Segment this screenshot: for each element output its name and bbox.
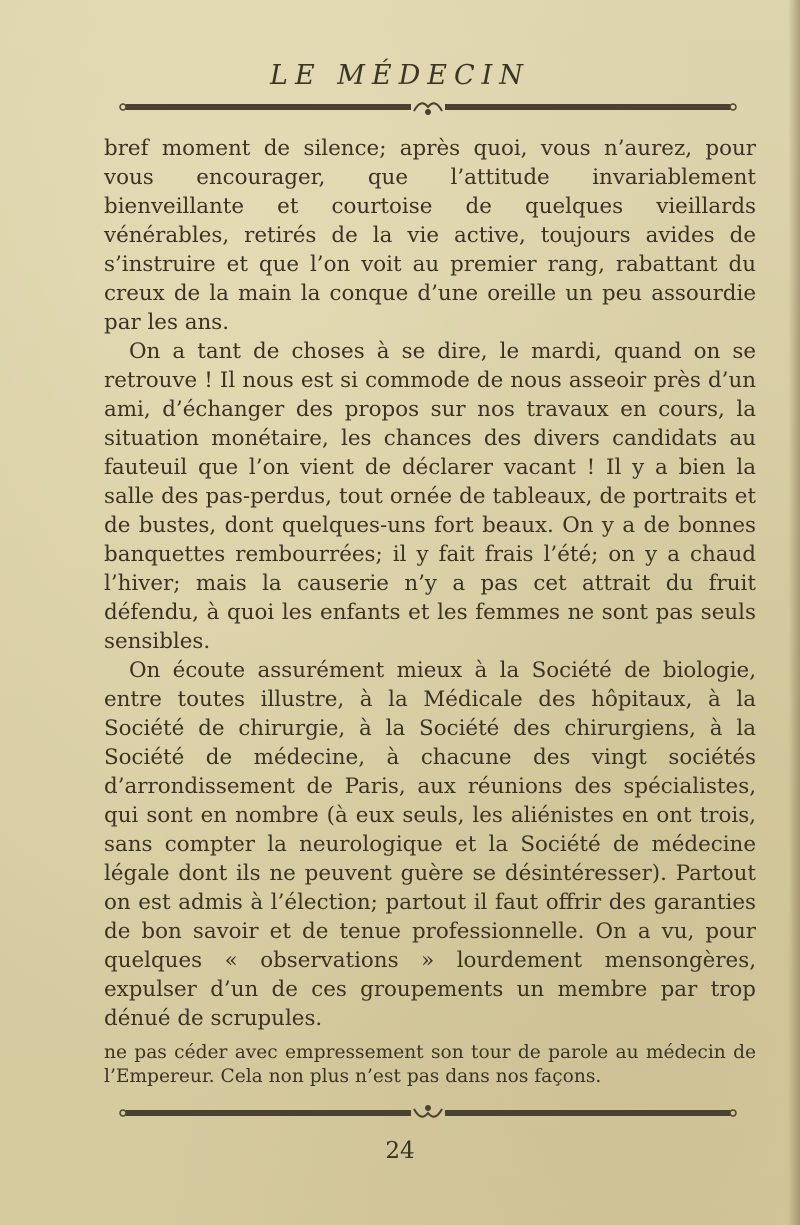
header-ornament-rule xyxy=(118,98,738,118)
paragraph-3: On écoute assurément mieux à la Société de biologie, entre toutes illustre, à la Médicale des hôpitaux, à la Société de chirurgie, à la Société des chirurgiens, à la Société de médecine, à chacune des vingt sociétés d’arrondissement de Paris, aux réunions des spécialistes, qui sont en nombre (à eux seuls, les aliénistes en ont trois, sans compter la neurologique et la Société de médecine légale dont ils ne peuvent guère se désintéresser). Partout on est admis à l’élection; partout il faut offrir des garanties de bon savoir et de tenue professionnelle. On a vu, pour quelques « observations » lourdement mensongères, expulser d’un de ces groupements un membre par trop dénué de scrupules. xyxy=(104,658,756,1031)
paragraph-1: bref moment de silence; après quoi, vous n’aurez, pour vous encourager, que l’attitude invariablement bienveillante et courtoise de quelques vieillards vénérables, retirés de la vie active, toujours avides de s’instruire et que l’on voit au premier rang, rabattant du creux de la main la conque d’une oreille un peu assourdie par les ans. xyxy=(104,136,756,335)
footnote: ne pas céder avec empressement son tour de parole au médecin de l’Empereur. Cela non plus n’est pas dans nos façons. xyxy=(104,1042,756,1087)
footer-ornament-rule xyxy=(118,1104,738,1124)
body-text xyxy=(104,134,756,1088)
page-number: 24 xyxy=(385,1138,415,1164)
running-title: LE MÉDECIN xyxy=(270,60,530,91)
paragraph-2: On a tant de choses à se dire, le mardi, quand on se retrouve ! Il nous est si commode de nous asseoir près d’un ami, d’échanger des propos sur nos travaux en cours, la situation monétaire, les chances des divers candidats au fauteuil que l’on vient de déclarer vacant ! Il y a bien la salle des pas-perdus, tout ornée de tableaux, de portraits et de bustes, dont quelques-uns fort beaux. On y a de bonnes banquettes rembourrées; il y fait frais l’été; on y a chaud l’hiver; mais la causerie n’y a pas cet attrait du fruit défendu, à quoi les enfants et les femmes ne sont pas seuls sensibles. xyxy=(104,339,756,654)
page-edge-shadow xyxy=(788,0,800,1225)
